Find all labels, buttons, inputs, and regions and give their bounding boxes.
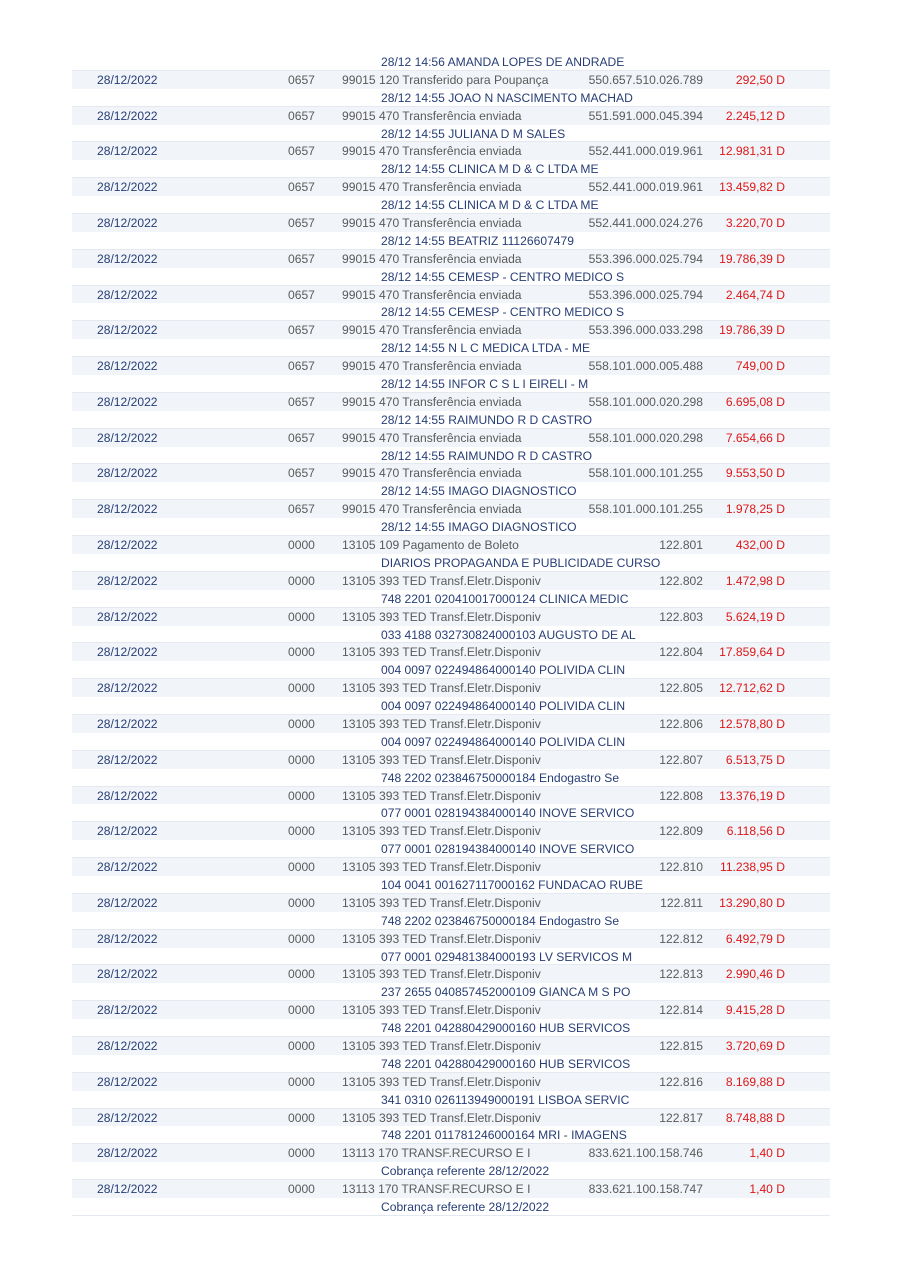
entry-document: 553.396.000.025.794 xyxy=(588,287,703,302)
entry-detail: 748 2201 042880429000160 HUB SERVICOS xyxy=(381,1021,631,1036)
entry-document: 122.817 xyxy=(659,1110,703,1125)
entry-date: 28/12/2022 xyxy=(97,323,158,338)
detail-row xyxy=(72,447,830,465)
entry-date: 28/12/2022 xyxy=(97,1003,158,1018)
entry-detail: 237 2655 040857452000109 GIANCA M S PO xyxy=(381,985,631,1000)
detail-row xyxy=(72,876,830,894)
entry-history: 13105 393 TED Transf.Eletr.Disponiv xyxy=(342,967,541,982)
entry-value: 13.459,82 D xyxy=(719,180,785,195)
table-row xyxy=(72,965,830,983)
entry-agency: 0000 xyxy=(288,1003,315,1018)
entry-agency: 0000 xyxy=(288,1110,315,1125)
entry-document: 122.803 xyxy=(659,609,703,624)
detail-row xyxy=(72,125,830,143)
table-row xyxy=(72,930,830,948)
detail-row xyxy=(72,482,830,500)
entry-detail: 28/12 14:55 INFOR C S L I EIRELI - M xyxy=(381,377,589,392)
entry-document: 122.804 xyxy=(659,645,703,660)
entry-agency: 0657 xyxy=(288,466,315,481)
entry-date: 28/12/2022 xyxy=(97,1110,158,1125)
table-row xyxy=(72,572,830,590)
detail-row xyxy=(72,626,830,644)
entry-value: 9.415,28 D xyxy=(725,1003,785,1018)
entry-history: 13105 393 TED Transf.Eletr.Disponiv xyxy=(342,931,541,946)
table-row xyxy=(72,822,830,840)
detail-row xyxy=(72,590,830,608)
entry-history: 99015 470 Transferência enviada xyxy=(342,430,522,445)
entry-date: 28/12/2022 xyxy=(97,860,158,875)
detail-row xyxy=(72,840,830,858)
entry-document: 558.101.000.020.298 xyxy=(588,430,703,445)
entry-detail: 033 4188 032730824000103 AUGUSTO DE AL xyxy=(381,627,636,642)
entry-detail: 748 2201 042880429000160 HUB SERVICOS xyxy=(381,1056,631,1071)
entry-value: 8.169,88 D xyxy=(725,1074,785,1089)
entry-date: 28/12/2022 xyxy=(97,1074,158,1089)
entry-date: 28/12/2022 xyxy=(97,1146,158,1161)
entry-history: 99015 120 Transferido para Poupança xyxy=(342,72,549,87)
entry-value: 12.981,31 D xyxy=(719,144,785,159)
entry-value: 2.464,74 D xyxy=(725,287,785,302)
entry-agency: 0657 xyxy=(288,108,315,123)
entry-value: 1.472,98 D xyxy=(725,573,785,588)
entry-agency: 0000 xyxy=(288,931,315,946)
entry-value: 292,50 D xyxy=(735,72,785,87)
entry-document: 122.801 xyxy=(659,538,703,553)
detail-row xyxy=(72,554,830,572)
table-row xyxy=(72,142,830,160)
detail-row xyxy=(72,661,830,679)
table-row xyxy=(72,679,830,697)
entry-detail: 28/12 14:55 BEATRIZ 11126607479 xyxy=(381,233,574,248)
table-row xyxy=(72,393,830,411)
entry-detail: 748 2201 011781246000164 MRI - IMAGENS xyxy=(381,1128,627,1143)
detail-row xyxy=(72,1091,830,1109)
entry-value: 1,40 D xyxy=(749,1146,785,1161)
entry-date: 28/12/2022 xyxy=(97,251,158,266)
detail-row xyxy=(72,769,830,787)
table-row xyxy=(72,250,830,268)
entry-agency: 0000 xyxy=(288,645,315,660)
entry-value: 9.553,50 D xyxy=(725,466,785,481)
entry-agency: 0000 xyxy=(288,681,315,696)
entry-document: 122.808 xyxy=(659,788,703,803)
entry-history: 13105 393 TED Transf.Eletr.Disponiv xyxy=(342,645,541,660)
detail-row xyxy=(72,1198,830,1216)
entry-document: 553.396.000.033.298 xyxy=(588,323,703,338)
entry-history: 99015 470 Transferência enviada xyxy=(342,108,522,123)
entry-detail: 28/12 14:55 JOAO N NASCIMENTO MACHAD xyxy=(381,90,633,105)
entry-date: 28/12/2022 xyxy=(97,359,158,374)
table-row xyxy=(72,1037,830,1055)
entry-history: 13105 393 TED Transf.Eletr.Disponiv xyxy=(342,573,541,588)
entry-document: 833.621.100.158.747 xyxy=(588,1182,703,1197)
entry-history: 99015 470 Transferência enviada xyxy=(342,287,522,302)
entry-date: 28/12/2022 xyxy=(97,788,158,803)
entry-history: 13105 393 TED Transf.Eletr.Disponiv xyxy=(342,609,541,624)
entry-detail: 748 2202 023846750000184 Endogastro Se xyxy=(381,770,620,785)
entry-document: 122.815 xyxy=(659,1038,703,1053)
entry-agency: 0000 xyxy=(288,895,315,910)
entry-history: 99015 470 Transferência enviada xyxy=(342,359,522,374)
entry-detail: 004 0097 022494864000140 POLIVIDA CLIN xyxy=(381,699,626,714)
entry-value: 432,00 D xyxy=(735,538,785,553)
entry-agency: 0000 xyxy=(288,1074,315,1089)
detail-row xyxy=(72,411,830,429)
entry-detail: 077 0001 028194384000140 INOVE SERVICO xyxy=(381,842,635,857)
table-row xyxy=(72,321,830,339)
entry-detail: 28/12 14:55 CLINICA M D & C LTDA ME xyxy=(381,198,599,213)
detail-row xyxy=(72,1055,830,1073)
entry-date: 28/12/2022 xyxy=(97,752,158,767)
entry-value: 13.376,19 D xyxy=(719,788,785,803)
entry-document: 558.101.000.005.488 xyxy=(588,359,703,374)
entry-date: 28/12/2022 xyxy=(97,216,158,231)
table-row xyxy=(72,1073,830,1091)
entry-value: 19.786,39 D xyxy=(719,323,785,338)
entry-history: 99015 470 Transferência enviada xyxy=(342,216,522,231)
table-row xyxy=(72,357,830,375)
entry-detail: 077 0001 029481384000193 LV SERVICOS M xyxy=(381,949,633,964)
table-row xyxy=(72,464,830,482)
entry-history: 13105 393 TED Transf.Eletr.Disponiv xyxy=(342,824,541,839)
entry-value: 1,40 D xyxy=(749,1182,785,1197)
entry-agency: 0657 xyxy=(288,502,315,517)
entry-date: 28/12/2022 xyxy=(97,538,158,553)
entry-date: 28/12/2022 xyxy=(97,466,158,481)
table-row xyxy=(72,286,830,304)
entry-history: 13113 170 TRANSF.RECURSO E I xyxy=(342,1146,531,1161)
entry-date: 28/12/2022 xyxy=(97,716,158,731)
entry-value: 6.695,08 D xyxy=(725,394,785,409)
entry-agency: 0657 xyxy=(288,251,315,266)
entry-history: 13105 393 TED Transf.Eletr.Disponiv xyxy=(342,1003,541,1018)
entry-date: 28/12/2022 xyxy=(97,1038,158,1053)
entry-agency: 0000 xyxy=(288,609,315,624)
entry-date: 28/12/2022 xyxy=(97,824,158,839)
entry-history: 13105 393 TED Transf.Eletr.Disponiv xyxy=(342,788,541,803)
entry-value: 13.290,80 D xyxy=(719,895,785,910)
entry-date: 28/12/2022 xyxy=(97,681,158,696)
entry-agency: 0657 xyxy=(288,72,315,87)
entry-agency: 0657 xyxy=(288,430,315,445)
entry-document: 122.816 xyxy=(659,1074,703,1089)
table-row xyxy=(72,1180,830,1198)
entry-history: 13105 393 TED Transf.Eletr.Disponiv xyxy=(342,895,541,910)
entry-value: 2.990,46 D xyxy=(725,967,785,982)
entry-detail: 28/12 14:55 IMAGO DIAGNOSTICO xyxy=(381,484,577,499)
entry-document: 550.657.510.026.789 xyxy=(588,72,703,87)
detail-row xyxy=(72,948,830,966)
entry-history: 13105 393 TED Transf.Eletr.Disponiv xyxy=(342,1074,541,1089)
entry-value: 12.578,80 D xyxy=(719,716,785,731)
detail-row xyxy=(72,89,830,107)
entry-value: 3.720,69 D xyxy=(725,1038,785,1053)
entry-agency: 0000 xyxy=(288,1038,315,1053)
entry-document: 122.812 xyxy=(659,931,703,946)
entry-detail: DIARIOS PROPAGANDA E PUBLICIDADE CURSO xyxy=(381,555,661,570)
entry-history: 13105 393 TED Transf.Eletr.Disponiv xyxy=(342,1038,541,1053)
entry-date: 28/12/2022 xyxy=(97,287,158,302)
entry-document: 552.441.000.019.961 xyxy=(588,180,703,195)
detail-row xyxy=(72,733,830,751)
entry-detail: 28/12 14:55 CEMESP - CENTRO MEDICO S xyxy=(381,269,625,284)
entry-document: 552.441.000.019.961 xyxy=(588,144,703,159)
table-row xyxy=(72,1001,830,1019)
detail-row xyxy=(72,160,830,178)
entry-history: 13113 170 TRANSF.RECURSO E I xyxy=(342,1182,531,1197)
entry-detail: 748 2201 020410017000124 CLINICA MEDIC xyxy=(381,591,629,606)
entry-value: 12.712,62 D xyxy=(719,681,785,696)
entry-agency: 0000 xyxy=(288,1182,315,1197)
entry-value: 2.245,12 D xyxy=(725,108,785,123)
entry-document: 122.805 xyxy=(659,681,703,696)
entry-document: 122.806 xyxy=(659,716,703,731)
table-row xyxy=(72,500,830,518)
entry-value: 6.513,75 D xyxy=(725,752,785,767)
entry-document: 122.814 xyxy=(659,1003,703,1018)
entry-document: 551.591.000.045.394 xyxy=(588,108,703,123)
entry-agency: 0000 xyxy=(288,824,315,839)
entry-agency: 0657 xyxy=(288,359,315,374)
entry-document: 122.807 xyxy=(659,752,703,767)
detail-row xyxy=(72,1126,830,1144)
entry-value: 5.624,19 D xyxy=(725,609,785,624)
entry-date: 28/12/2022 xyxy=(97,108,158,123)
entry-detail: Cobrança referente 28/12/2022 xyxy=(381,1200,550,1214)
table-row xyxy=(72,429,830,447)
entry-document: 558.101.000.101.255 xyxy=(588,502,703,517)
entry-detail: 28/12 14:55 CEMESP - CENTRO MEDICO S xyxy=(381,305,625,320)
entry-detail: 748 2202 023846750000184 Endogastro Se xyxy=(381,913,620,928)
table-row xyxy=(72,1144,830,1162)
entry-history: 99015 470 Transferência enviada xyxy=(342,502,522,517)
entry-document: 122.809 xyxy=(659,824,703,839)
table-row xyxy=(72,107,830,125)
entry-history: 13105 393 TED Transf.Eletr.Disponiv xyxy=(342,1110,541,1125)
entry-date: 28/12/2022 xyxy=(97,430,158,445)
entry-detail: 28/12 14:55 IMAGO DIAGNOSTICO xyxy=(381,520,577,535)
entry-history: 99015 470 Transferência enviada xyxy=(342,180,522,195)
entry-agency: 0000 xyxy=(288,1146,315,1161)
entry-date: 28/12/2022 xyxy=(97,72,158,87)
entry-value: 6.492,79 D xyxy=(725,931,785,946)
detail-row xyxy=(72,232,830,250)
entry-document: 833.621.100.158.746 xyxy=(588,1146,703,1161)
table-row xyxy=(72,787,830,805)
table-row xyxy=(72,178,830,196)
detail-row xyxy=(72,518,830,536)
table-row xyxy=(72,608,830,626)
entry-date: 28/12/2022 xyxy=(97,931,158,946)
entry-agency: 0000 xyxy=(288,573,315,588)
entries-list xyxy=(72,71,830,1216)
detail-row xyxy=(72,983,830,1001)
entry-value: 19.786,39 D xyxy=(719,251,785,266)
entry-document: 122.810 xyxy=(659,860,703,875)
table-row xyxy=(72,71,830,89)
table-row xyxy=(72,715,830,733)
entry-value: 749,00 D xyxy=(735,359,785,374)
entry-value: 17.859,64 D xyxy=(719,645,785,660)
detail-row xyxy=(72,339,830,357)
detail-row xyxy=(72,268,830,286)
table-row xyxy=(72,643,830,661)
detail-row xyxy=(72,53,830,71)
entry-date: 28/12/2022 xyxy=(97,394,158,409)
entry-history: 13105 393 TED Transf.Eletr.Disponiv xyxy=(342,860,541,875)
detail-row xyxy=(72,303,830,321)
table-row xyxy=(72,1109,830,1127)
entry-value: 8.748,88 D xyxy=(725,1110,785,1125)
entry-agency: 0657 xyxy=(288,216,315,231)
entry-date: 28/12/2022 xyxy=(97,502,158,517)
entry-detail: 077 0001 028194384000140 INOVE SERVICO xyxy=(381,806,635,821)
entry-detail: 341 0310 026113949000191 LISBOA SERVIC xyxy=(381,1092,630,1107)
entry-value: 7.654,66 D xyxy=(725,430,785,445)
entry-document: 122.811 xyxy=(660,895,703,910)
entry-value: 1.978,25 D xyxy=(725,502,785,517)
detail-row xyxy=(72,1162,830,1180)
entry-history: 13105 393 TED Transf.Eletr.Disponiv xyxy=(342,752,541,767)
entry-agency: 0000 xyxy=(288,716,315,731)
entry-detail: 28/12 14:55 JULIANA D M SALES xyxy=(381,126,566,141)
entry-date: 28/12/2022 xyxy=(97,895,158,910)
entry-agency: 0657 xyxy=(288,394,315,409)
detail-row xyxy=(72,375,830,393)
entry-agency: 0000 xyxy=(288,860,315,875)
entry-agency: 0000 xyxy=(288,538,315,553)
entry-history: 13105 393 TED Transf.Eletr.Disponiv xyxy=(342,716,541,731)
detail-row xyxy=(72,1019,830,1037)
table-row xyxy=(72,214,830,232)
entry-date: 28/12/2022 xyxy=(97,1182,158,1197)
entry-history: 99015 470 Transferência enviada xyxy=(342,394,522,409)
table-row xyxy=(72,858,830,876)
entry-detail: 28/12 14:55 RAIMUNDO R D CASTRO xyxy=(381,448,593,463)
entry-detail: 28/12 14:55 N L C MEDICA LTDA - ME xyxy=(381,341,591,356)
entry-history: 99015 470 Transferência enviada xyxy=(342,251,522,266)
entry-date: 28/12/2022 xyxy=(97,180,158,195)
entry-agency: 0657 xyxy=(288,144,315,159)
entry-date: 28/12/2022 xyxy=(97,144,158,159)
entry-history: 13105 393 TED Transf.Eletr.Disponiv xyxy=(342,681,541,696)
entry-date: 28/12/2022 xyxy=(97,573,158,588)
entry-document: 553.396.000.025.794 xyxy=(588,251,703,266)
entry-agency: 0000 xyxy=(288,967,315,982)
table-row xyxy=(72,894,830,912)
entry-detail: 28/12 14:55 RAIMUNDO R D CASTRO xyxy=(381,412,593,427)
table-row xyxy=(72,751,830,769)
entry-detail: Cobrança referente 28/12/2022 xyxy=(381,1164,550,1179)
entry-history: 99015 470 Transferência enviada xyxy=(342,144,522,159)
entry-document: 552.441.000.024.276 xyxy=(588,216,703,231)
entry-document: 122.802 xyxy=(659,573,703,588)
statement-table xyxy=(72,53,830,1216)
entry-document: 558.101.000.020.298 xyxy=(588,394,703,409)
entry-date: 28/12/2022 xyxy=(97,645,158,660)
entry-document: 122.813 xyxy=(659,967,703,982)
entry-history: 13105 109 Pagamento de Boleto xyxy=(342,538,519,553)
entry-agency: 0657 xyxy=(288,180,315,195)
entry-date: 28/12/2022 xyxy=(97,609,158,624)
entry-date: 28/12/2022 xyxy=(97,967,158,982)
entry-agency: 0657 xyxy=(288,287,315,302)
entry-value: 3.220,70 D xyxy=(725,216,785,231)
entry-history: 99015 470 Transferência enviada xyxy=(342,323,522,338)
detail-row xyxy=(72,697,830,715)
entry-detail: 004 0097 022494864000140 POLIVIDA CLIN xyxy=(381,734,626,749)
entry-value: 11.238,95 D xyxy=(720,860,785,875)
entry-agency: 0000 xyxy=(288,788,315,803)
entry-agency: 0657 xyxy=(288,323,315,338)
entry-document: 558.101.000.101.255 xyxy=(588,466,703,481)
table-row xyxy=(72,536,830,554)
entry-detail: 28/12 14:56 AMANDA LOPES DE ANDRADE xyxy=(381,55,625,69)
detail-row xyxy=(72,912,830,930)
entry-detail: 28/12 14:55 CLINICA M D & C LTDA ME xyxy=(381,162,599,177)
entry-detail: 104 0041 001627117000162 FUNDACAO RUBE xyxy=(381,877,643,892)
entry-value: 6.118,56 D xyxy=(726,824,785,839)
entry-agency: 0000 xyxy=(288,752,315,767)
detail-row xyxy=(72,196,830,214)
entry-history: 99015 470 Transferência enviada xyxy=(342,466,522,481)
entry-detail: 004 0097 022494864000140 POLIVIDA CLIN xyxy=(381,663,626,678)
detail-row xyxy=(72,804,830,822)
